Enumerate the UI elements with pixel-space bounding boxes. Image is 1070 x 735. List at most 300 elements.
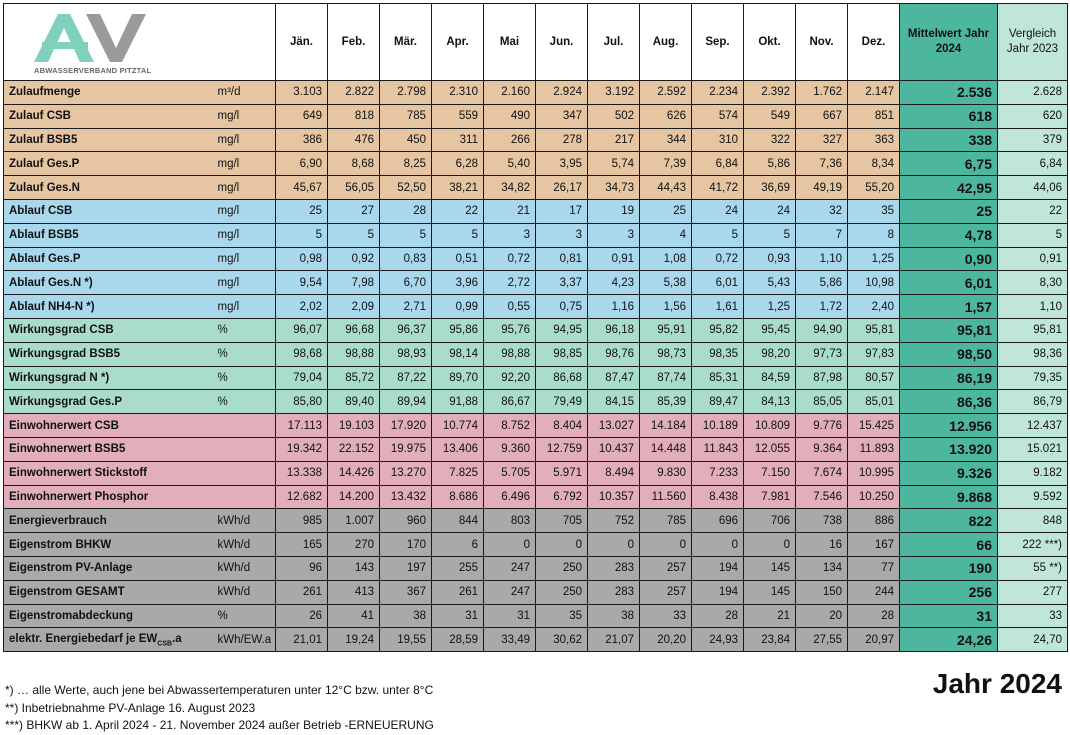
- table-row: [4, 437, 1068, 461]
- month-value: 985: [276, 509, 328, 533]
- month-value: 255: [432, 556, 484, 580]
- row-label: Einwohnerwert BSB5: [4, 437, 216, 461]
- row-label: Einwohnerwert Stickstoff: [4, 461, 216, 485]
- table-row: [4, 199, 1068, 223]
- month-value: 98,88: [484, 342, 536, 366]
- month-value: 6,90: [276, 152, 328, 176]
- month-value: 2.160: [484, 81, 536, 105]
- month-value: 80,57: [848, 366, 900, 390]
- month-value: 7.233: [692, 461, 744, 485]
- month-value: 167: [848, 533, 900, 557]
- month-value: 3,96: [432, 271, 484, 295]
- average-value: 9.868: [900, 485, 998, 509]
- month-value: 0: [640, 533, 692, 557]
- row-unit: mg/l: [216, 247, 276, 271]
- month-value: 2,02: [276, 295, 328, 319]
- month-value: 2.392: [744, 81, 796, 105]
- month-value: 28: [380, 199, 432, 223]
- table-row: [4, 295, 1068, 319]
- average-value: 6,75: [900, 152, 998, 176]
- month-value: 5: [328, 223, 380, 247]
- month-value: 261: [432, 580, 484, 604]
- row-unit: mg/l: [216, 199, 276, 223]
- month-value: 0: [744, 533, 796, 557]
- footnote: ***) BHKW ab 1. April 2024 - 21. November 2024 außer Betrieb -ERNEUERUNG: [5, 718, 434, 732]
- month-value: 257: [640, 556, 692, 580]
- comparison-value: 222 ***): [998, 533, 1068, 557]
- month-value: 0: [588, 533, 640, 557]
- month-value: 3,37: [536, 271, 588, 295]
- month-value: 13.338: [276, 461, 328, 485]
- month-value: 86,68: [536, 366, 588, 390]
- month-value: 38: [588, 604, 640, 628]
- table-row: [4, 176, 1068, 200]
- comparison-value: 0,91: [998, 247, 1068, 271]
- row-unit: %: [216, 604, 276, 628]
- average-value: 66: [900, 533, 998, 557]
- comparison-value: 277: [998, 580, 1068, 604]
- month-value: 55,20: [848, 176, 900, 200]
- row-label: Eigenstrom BHKW: [4, 533, 216, 557]
- month-value: 10.774: [432, 414, 484, 438]
- month-value: 35: [536, 604, 588, 628]
- month-value: 96: [276, 556, 328, 580]
- month-value: 7,39: [640, 152, 692, 176]
- month-value: 818: [328, 104, 380, 128]
- month-value: 20,20: [640, 628, 692, 652]
- row-unit: [216, 414, 276, 438]
- month-value: 134: [796, 556, 848, 580]
- month-value: 89,40: [328, 390, 380, 414]
- month-value: 0,81: [536, 247, 588, 271]
- month-value: 19.975: [380, 437, 432, 461]
- month-value: 7.546: [796, 485, 848, 509]
- month-value: 96,18: [588, 318, 640, 342]
- month-value: 0: [692, 533, 744, 557]
- month-value: 851: [848, 104, 900, 128]
- row-unit: %: [216, 318, 276, 342]
- month-value: 7.150: [744, 461, 796, 485]
- average-value: 95,81: [900, 318, 998, 342]
- row-unit: mg/l: [216, 152, 276, 176]
- table-row: [4, 366, 1068, 390]
- month-value: 327: [796, 128, 848, 152]
- month-value: 11.560: [640, 485, 692, 509]
- row-unit: kWh/d: [216, 556, 276, 580]
- row-unit: %: [216, 342, 276, 366]
- month-value: 0: [484, 533, 536, 557]
- row-label: Ablauf Ges.N *): [4, 271, 216, 295]
- month-value: 17.113: [276, 414, 328, 438]
- average-value: 256: [900, 580, 998, 604]
- month-value: 1,10: [796, 247, 848, 271]
- month-value: 1,16: [588, 295, 640, 319]
- month-value: 0,55: [484, 295, 536, 319]
- month-header: Nov.: [796, 4, 848, 81]
- footnotes: [5, 682, 434, 735]
- month-value: 19.342: [276, 437, 328, 461]
- row-unit: kWh/d: [216, 533, 276, 557]
- month-value: 85,05: [796, 390, 848, 414]
- row-label: Ablauf Ges.P: [4, 247, 216, 271]
- month-value: 1.007: [328, 509, 380, 533]
- month-value: 77: [848, 556, 900, 580]
- month-value: 98,35: [692, 342, 744, 366]
- month-value: 98,85: [536, 342, 588, 366]
- month-value: 84,59: [744, 366, 796, 390]
- table-row: [4, 485, 1068, 509]
- month-value: 0,83: [380, 247, 432, 271]
- month-value: 28: [692, 604, 744, 628]
- comparison-value: 95,81: [998, 318, 1068, 342]
- month-value: 9.776: [796, 414, 848, 438]
- month-value: 85,01: [848, 390, 900, 414]
- month-value: 2.924: [536, 81, 588, 105]
- month-value: 25: [640, 199, 692, 223]
- month-value: 886: [848, 509, 900, 533]
- month-value: 28,59: [432, 628, 484, 652]
- comparison-value: 24,70: [998, 628, 1068, 652]
- month-value: 94,90: [796, 318, 848, 342]
- month-value: 150: [796, 580, 848, 604]
- average-value: 9.326: [900, 461, 998, 485]
- month-value: 1.762: [796, 81, 848, 105]
- month-value: 5: [432, 223, 484, 247]
- month-value: 5,40: [484, 152, 536, 176]
- month-value: 97,83: [848, 342, 900, 366]
- month-value: 14.184: [640, 414, 692, 438]
- month-value: 2.592: [640, 81, 692, 105]
- month-value: 0,72: [484, 247, 536, 271]
- row-unit: mg/l: [216, 295, 276, 319]
- month-value: 98,14: [432, 342, 484, 366]
- month-value: 785: [380, 104, 432, 128]
- row-unit: mg/l: [216, 104, 276, 128]
- month-value: 92,20: [484, 366, 536, 390]
- month-value: 143: [328, 556, 380, 580]
- month-value: 8,25: [380, 152, 432, 176]
- month-value: 35: [848, 199, 900, 223]
- month-value: 9.830: [640, 461, 692, 485]
- month-value: 95,45: [744, 318, 796, 342]
- row-label: Ablauf CSB: [4, 199, 216, 223]
- month-value: 7.674: [796, 461, 848, 485]
- month-value: 5.705: [484, 461, 536, 485]
- month-value: 19.103: [328, 414, 380, 438]
- month-value: 11.893: [848, 437, 900, 461]
- month-value: 8.494: [588, 461, 640, 485]
- month-value: 367: [380, 580, 432, 604]
- month-header: Aug.: [640, 4, 692, 81]
- month-value: 13.406: [432, 437, 484, 461]
- month-value: 6,84: [692, 152, 744, 176]
- month-value: 96,07: [276, 318, 328, 342]
- logo-cell: [4, 4, 216, 81]
- average-value: 0,90: [900, 247, 998, 271]
- row-label: Einwohnerwert Phosphor: [4, 485, 216, 509]
- average-value: 25: [900, 199, 998, 223]
- row-unit: [216, 461, 276, 485]
- row-label: elektr. Energiebedarf je $EW_{CSB}.a$: [4, 628, 216, 652]
- month-value: 705: [536, 509, 588, 533]
- month-value: 79,49: [536, 390, 588, 414]
- month-value: 6,70: [380, 271, 432, 295]
- month-value: 5,38: [640, 271, 692, 295]
- comparison-value: 22: [998, 199, 1068, 223]
- month-value: 15.425: [848, 414, 900, 438]
- average-value: 12.956: [900, 414, 998, 438]
- month-value: 24,93: [692, 628, 744, 652]
- month-value: 738: [796, 509, 848, 533]
- month-value: 10.995: [848, 461, 900, 485]
- month-value: 94,95: [536, 318, 588, 342]
- month-value: 30,62: [536, 628, 588, 652]
- month-value: 960: [380, 509, 432, 533]
- month-value: 266: [484, 128, 536, 152]
- month-value: 24: [744, 199, 796, 223]
- table-row: [4, 414, 1068, 438]
- row-label: Wirkungsgrad CSB: [4, 318, 216, 342]
- average-value: 190: [900, 556, 998, 580]
- row-label: Wirkungsgrad Ges.P: [4, 390, 216, 414]
- month-value: 0,75: [536, 295, 588, 319]
- month-value: 0,98: [276, 247, 328, 271]
- month-value: 95,76: [484, 318, 536, 342]
- month-value: 98,88: [328, 342, 380, 366]
- month-value: 97,73: [796, 342, 848, 366]
- table-row: [4, 580, 1068, 604]
- month-value: 91,88: [432, 390, 484, 414]
- month-value: 2,09: [328, 295, 380, 319]
- comparison-value: 379: [998, 128, 1068, 152]
- month-value: 27: [328, 199, 380, 223]
- month-value: 5: [380, 223, 432, 247]
- month-header: Mai: [484, 4, 536, 81]
- month-value: 98,68: [276, 342, 328, 366]
- comparison-value: 44,06: [998, 176, 1068, 200]
- month-value: 10.189: [692, 414, 744, 438]
- month-value: 1,56: [640, 295, 692, 319]
- month-value: 10.437: [588, 437, 640, 461]
- month-header: Okt.: [744, 4, 796, 81]
- month-value: 194: [692, 580, 744, 604]
- month-value: 8.438: [692, 485, 744, 509]
- month-value: 5.971: [536, 461, 588, 485]
- month-value: 10.809: [744, 414, 796, 438]
- month-value: 45,67: [276, 176, 328, 200]
- month-value: 22.152: [328, 437, 380, 461]
- average-value: 86,36: [900, 390, 998, 414]
- month-value: 626: [640, 104, 692, 128]
- month-value: 250: [536, 580, 588, 604]
- table-row: [4, 342, 1068, 366]
- month-value: 0: [536, 533, 588, 557]
- month-value: 344: [640, 128, 692, 152]
- month-value: 283: [588, 580, 640, 604]
- month-value: 559: [432, 104, 484, 128]
- table-row: [4, 461, 1068, 485]
- row-unit: [216, 485, 276, 509]
- month-value: 2,72: [484, 271, 536, 295]
- month-value: 0,93: [744, 247, 796, 271]
- month-value: 85,72: [328, 366, 380, 390]
- month-value: 86,67: [484, 390, 536, 414]
- footnote: *) … alle Werte, auch jene bei Abwassertemperaturen unter 12°C bzw. unter 8°C: [5, 683, 434, 697]
- row-label: Zulauf Ges.N: [4, 176, 216, 200]
- month-value: 0,92: [328, 247, 380, 271]
- month-value: 32: [796, 199, 848, 223]
- average-value: 13.920: [900, 437, 998, 461]
- month-value: 10.357: [588, 485, 640, 509]
- table-row: [4, 271, 1068, 295]
- row-unit: m³/d: [216, 81, 276, 105]
- month-value: 41,72: [692, 176, 744, 200]
- month-value: 322: [744, 128, 796, 152]
- month-value: 13.432: [380, 485, 432, 509]
- logo: [4, 4, 204, 80]
- month-value: 502: [588, 104, 640, 128]
- month-value: 13.027: [588, 414, 640, 438]
- month-value: 5: [744, 223, 796, 247]
- month-value: 84,15: [588, 390, 640, 414]
- month-value: 87,74: [640, 366, 692, 390]
- month-value: 5,86: [796, 271, 848, 295]
- month-value: 5,86: [744, 152, 796, 176]
- month-value: 84,13: [744, 390, 796, 414]
- month-value: 10.250: [848, 485, 900, 509]
- month-value: 87,98: [796, 366, 848, 390]
- row-unit: mg/l: [216, 271, 276, 295]
- month-value: 8,34: [848, 152, 900, 176]
- month-value: 41: [328, 604, 380, 628]
- average-header: Mittelwert Jahr 2024: [900, 4, 998, 81]
- row-unit: mg/l: [216, 223, 276, 247]
- month-value: 6.792: [536, 485, 588, 509]
- month-value: 17.920: [380, 414, 432, 438]
- month-value: 7: [796, 223, 848, 247]
- comparison-value: 1,10: [998, 295, 1068, 319]
- month-value: 26: [276, 604, 328, 628]
- month-header: Apr.: [432, 4, 484, 81]
- table-row: [4, 509, 1068, 533]
- month-value: 98,20: [744, 342, 796, 366]
- month-value: 413: [328, 580, 380, 604]
- month-value: 1,08: [640, 247, 692, 271]
- comparison-value: 12.437: [998, 414, 1068, 438]
- month-value: 87,22: [380, 366, 432, 390]
- month-value: 87,47: [588, 366, 640, 390]
- month-value: 98,76: [588, 342, 640, 366]
- month-value: 21: [484, 199, 536, 223]
- row-unit: %: [216, 390, 276, 414]
- month-value: 23,84: [744, 628, 796, 652]
- month-value: 270: [328, 533, 380, 557]
- month-value: 20: [796, 604, 848, 628]
- month-value: 2.310: [432, 81, 484, 105]
- month-value: 4,23: [588, 271, 640, 295]
- month-value: 247: [484, 556, 536, 580]
- month-value: 85,31: [692, 366, 744, 390]
- month-header: Feb.: [328, 4, 380, 81]
- month-header: Dez.: [848, 4, 900, 81]
- month-value: 549: [744, 104, 796, 128]
- month-value: 844: [432, 509, 484, 533]
- month-value: 16: [796, 533, 848, 557]
- month-value: 8: [848, 223, 900, 247]
- month-value: 7.981: [744, 485, 796, 509]
- comparison-value: 55 **): [998, 556, 1068, 580]
- month-value: 0,99: [432, 295, 484, 319]
- month-value: 89,70: [432, 366, 484, 390]
- row-label: Ablauf NH4-N *): [4, 295, 216, 319]
- table-row: [4, 152, 1068, 176]
- month-value: 145: [744, 580, 796, 604]
- footnote: **) Inbetriebnahme PV-Anlage 16. August 2023: [5, 700, 256, 715]
- month-value: 7,36: [796, 152, 848, 176]
- month-value: 12.055: [744, 437, 796, 461]
- month-value: 3.103: [276, 81, 328, 105]
- month-value: 2.147: [848, 81, 900, 105]
- month-value: 19,55: [380, 628, 432, 652]
- month-value: 26,17: [536, 176, 588, 200]
- month-value: 19: [588, 199, 640, 223]
- table-row: [4, 318, 1068, 342]
- comparison-value: 33: [998, 604, 1068, 628]
- row-label: Eigenstrom PV-Anlage: [4, 556, 216, 580]
- month-value: 9.360: [484, 437, 536, 461]
- table-row: [4, 556, 1068, 580]
- month-value: 311: [432, 128, 484, 152]
- comparison-value: 620: [998, 104, 1068, 128]
- month-value: 21,07: [588, 628, 640, 652]
- average-value: 98,50: [900, 342, 998, 366]
- average-value: 2.536: [900, 81, 998, 105]
- table-row: [4, 81, 1068, 105]
- month-value: 27,55: [796, 628, 848, 652]
- comparison-value: 86,79: [998, 390, 1068, 414]
- row-unit: kWh/d: [216, 509, 276, 533]
- month-value: 803: [484, 509, 536, 533]
- month-value: 56,05: [328, 176, 380, 200]
- row-unit: mg/l: [216, 176, 276, 200]
- month-value: 33: [640, 604, 692, 628]
- table-row: [4, 247, 1068, 271]
- month-value: 95,86: [432, 318, 484, 342]
- month-value: 8.752: [484, 414, 536, 438]
- month-value: 12.759: [536, 437, 588, 461]
- month-value: 38: [380, 604, 432, 628]
- month-value: 21,01: [276, 628, 328, 652]
- comparison-value: 5: [998, 223, 1068, 247]
- month-value: 2.822: [328, 81, 380, 105]
- average-value: 86,19: [900, 366, 998, 390]
- row-unit: kWh/d: [216, 580, 276, 604]
- row-label: Zulauf BSB5: [4, 128, 216, 152]
- month-value: 0,51: [432, 247, 484, 271]
- row-label: Eigenstromabdeckung: [4, 604, 216, 628]
- month-value: 8,68: [328, 152, 380, 176]
- month-value: 22: [432, 199, 484, 223]
- comparison-header: Vergleich Jahr 2023: [998, 4, 1068, 81]
- month-header: Jul.: [588, 4, 640, 81]
- average-value: 42,95: [900, 176, 998, 200]
- month-value: 244: [848, 580, 900, 604]
- month-value: 89,94: [380, 390, 432, 414]
- month-value: 14.426: [328, 461, 380, 485]
- month-value: 38,21: [432, 176, 484, 200]
- month-value: 386: [276, 128, 328, 152]
- row-unit: mg/l: [216, 128, 276, 152]
